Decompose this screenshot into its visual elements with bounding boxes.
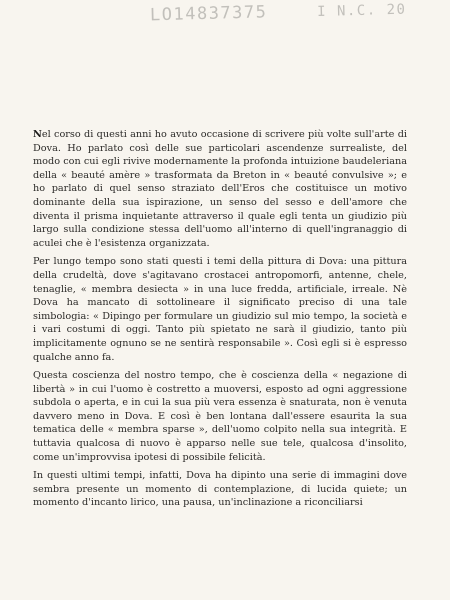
paragraph: In questi ultimi tempi, infatti, Dova ha dipinto una serie di immagini dove sembra presente un momento di contemplazione, di lucida quiete; un momento d'incanto lirico, una pausa, un'inclinazione a riconciliarsi <box>33 470 407 509</box>
catalog-note: I N.C. 20 <box>316 1 407 20</box>
catalog-code: LO14837375 <box>149 2 268 26</box>
paragraph: Nel corso di questi anni ho avuto occasione di scrivere più volte sull'arte di Dova. Ho parlato così delle sue particolari ascendenze surrealiste, del modo con cui egli rivive modernamente la profonda intuizione baudeleriana della « beauté amère » trasformata da Breton in « beauté convulsive »; e ho parlato di quel senso straziato dell'Eros che costituisce un motivo dominante della sua ispirazione, un senso del sesso e dell'amore che diventa il prisma inquietante attraverso il quale egli tenta un giudizio più largo sulla condizione stessa dell'uomo all'interno di quell'ingranaggio di aculei che è l'esistenza organizzata. <box>33 129 407 249</box>
handwritten-annotation <box>150 0 407 25</box>
paragraph: Per lungo tempo sono stati questi i temi della pittura di Dova: una pittura della crudeltà, dove s'agitavano crostacei antropomorfi, antenne, chele, tenaglie, « membra desiecta » in una luce fredda, artificiale, irreale. Nè Dova ha mancato di sottolineare il significato preciso di una tale simbologia: « Dipingo per formulare un giudizio sul mio tempo, la società e i vari costumi di oggi. Tanto più spietato ne sarà il giudizio, tanto più implicitamente ognuno se ne sentirà responsabile ». Così egli si è espresso qualche anno fa. <box>33 256 407 363</box>
body-text <box>33 128 407 515</box>
paragraph: Questa coscienza del nostro tempo, che è coscienza della « negazione di libertà » in cui l'uomo è costretto a muoversi, esposto ad ogni aggressione subdola o aperta, e in cui la sua più vera essenza è snaturata, non è venuta davvero meno in Dova. E così è ben lontana dall'essere esaurita la sua tematica delle « membra sparse », dell'uomo colpito nella sua integrità. E tuttavia qualcosa di nuovo è apparso nelle sue tele, qualcosa d'insolito, come un'improvvisa ipotesi di possibile felicità. <box>33 370 407 463</box>
